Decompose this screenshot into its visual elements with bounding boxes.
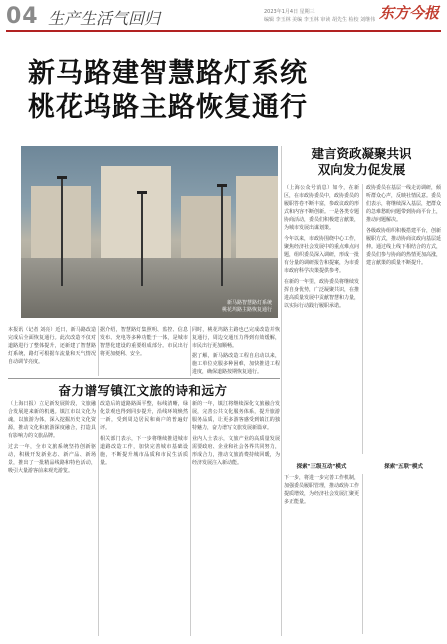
page-number: 04 — [6, 4, 39, 29]
side-article-title: 建言资政凝聚共识 双向发力促发展 — [311, 146, 412, 177]
bottom-article-title: 奋力谱写镇江文旅的诗和远方 — [58, 383, 228, 398]
side-subhead-2: 探索"五联"模式 — [384, 464, 423, 470]
bottom-article-rule — [8, 378, 280, 379]
editor-credits: 编辑 李玉林 美编 李玉林 审读 胡先生 检校 刘继伟 — [264, 17, 376, 23]
side-subhead-1: 探索"三级互动"模式 — [296, 464, 347, 470]
issue-date: 2023年1月4日 星期三 — [264, 9, 315, 15]
photo-caption: 新马路智慧路灯系统 桃花坞路主路恢复通行 — [221, 300, 272, 313]
side-article-col-1: （上海公众号消息）如今，在新区，在市政协委员中，政协委员的履职答卷不断丰富，参政议政的形式和内容不断创新。一是各类专题协商活动，委员们积极建言献策，为城市发展出谋划策。 今年以来，市政协围绕中心工作，聚焦经济社会发展中的重点难点问题，组织委员深入调研，形成一批有分量的调研报告和提案，为市委市政府科学决策提供参考。 在新的一年里，政协委员将继续发挥自身优势，广泛凝聚共识，在推进高质量发展中贡献智慧和力量，以实际行动践行履职承诺。 — [284, 185, 359, 309]
headline-line-2: 桃花坞路主路恢复通行 — [28, 92, 308, 123]
bottom-article-col-3: 新的一年，镇江将继续深化文旅融合发展，完善公共文化服务体系，提升旅游服务品质，让更多游客感受到镇江的独特魅力，奋力谱写文旅发展新篇章。 业内人士表示，文旅产业的高质量发展需要政府、企业和社会各界共同努力，形成合力，推动文旅消费持续回暖，为经济发展注入新动能。 — [192, 401, 280, 466]
main-headline — [28, 57, 308, 125]
bottom-article-col-2: 改造后的道路路面平整，标线清晰，绿化景观也得到同步提升，沿线环境焕然一新，受到周边居民和商户的普遍好评。 相关部门表示，下一步将继续推进城市道路改造工作，加快完善城市基础设施，不断提升城市品质和市民生活质量。 — [100, 401, 188, 466]
left-article-col-2: 据介绍，智慧路灯集照明、监控、信息发布、充电等多种功能于一体，是城市智慧化建设的重要组成部分。市民出行将更加便利、安全。 — [100, 327, 188, 357]
headline-line-1: 新马路建智慧路灯系统 — [28, 58, 308, 89]
masthead — [0, 0, 447, 34]
left-article-col-1: 本报讯（记者 刘亮）近日，新马路改造完成后全面恢复通行。此次改造不仅对道路进行了整体提升，还新建了智慧路灯系统，路灯可根据车流量和天气情况自动调节亮度。 — [8, 327, 96, 365]
side-article-col-3: 下一步，将进一步完善工作机制，加强委员履职管理，推动政协工作提质增效，为经济社会发展汇聚更多正能量。 — [284, 475, 359, 505]
left-article-col-3: 同时，桃花坞路主路也已完成改造并恢复通行，周边交通压力得到有效缓解，市民出行更加顺畅。 据了解，新马路改造工程自启动以来，施工单位克服多种困难，加快推进工程进度，确保道路按期恢复通行。 — [192, 327, 280, 375]
bottom-article-col-1: （上海日报）立足新发展阶段，文旅融合发展迎来新的机遇。镇江市以文化为魂，以旅游为体，深入挖掘历史文化资源，推动文化和旅游深度融合，打造具有影响力的文旅品牌。 过去一年，全市文旅系统坚持创新驱动，积极开发新业态、新产品、新场景，推出了一批精品线路和特色活动，吸引大量游客前来观光游览。 — [8, 401, 96, 474]
street-photo — [21, 146, 278, 318]
newspaper-logo: 东方今报 — [378, 4, 439, 22]
side-article-col-2: 政协委员在基层一线走访调研，倾听群众心声，反映社情民意。委员们表示，将继续深入基层，把群众的急难愁盼问题带到协商平台上，推动问题解决。 各级政协组织积极搭建平台，创新履职方式，推动协商议政向基层延伸。通过线上线下相结合的方式，委员们参与协商的热情更加高涨，建言献策的质量不断提升。 — [366, 185, 441, 266]
section-title: 生产生活气回归 — [48, 9, 161, 28]
masthead-rule — [6, 30, 441, 32]
